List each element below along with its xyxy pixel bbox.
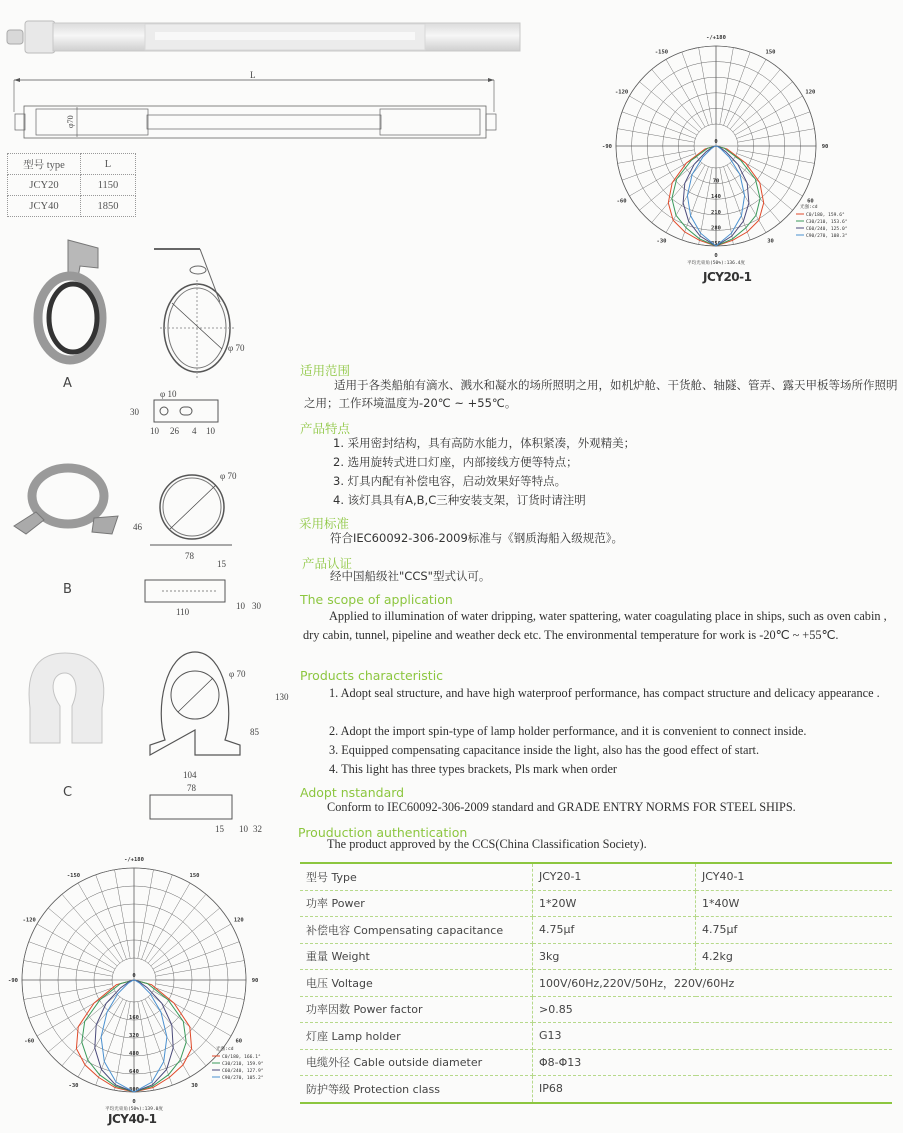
polar-title-jcy40: JCY40-1 [108, 1112, 157, 1126]
lamp-dimension-drawing [10, 70, 500, 140]
feature-cn-4: 4. 该灯具具有A,B,C三种安装支架，订货时请注明 [333, 493, 586, 507]
length-label: L [250, 70, 256, 80]
polar-spoke [138, 870, 154, 959]
bracket-c-drawing [145, 640, 290, 840]
polar-radial-label: 0 [714, 139, 718, 145]
bracket-a-dim-3: 4 [192, 426, 197, 436]
size-type: JCY40 [8, 196, 81, 217]
bracket-b-label: B [63, 582, 72, 597]
polar-angle-label: -/+180 [124, 857, 144, 863]
spec-label: 电压 Voltage [300, 970, 533, 997]
bracket-a-dim-4: 10 [206, 426, 215, 436]
polar-spoke [115, 870, 131, 959]
bracket-a-height-dim: 30 [130, 407, 139, 417]
polar-spoke [155, 988, 240, 1019]
polar-angle-label: -60 [24, 1038, 35, 1045]
bracket-c-w1-dim: 10 [239, 824, 248, 834]
bracket-c-height-dim: 130 [275, 692, 289, 702]
bracket-c-label: C [63, 785, 73, 800]
bracket-c-span-dim: 78 [187, 783, 196, 793]
table-row [300, 1049, 892, 1076]
polar-angle-label: 0 [132, 1099, 136, 1105]
size-table-header [8, 154, 136, 175]
feature-en-1: 1. Adopt seal structure, and have high waterproof performance, has compact structure and delicacy appearance . [329, 686, 880, 700]
polar-radial-label: 320 [129, 1033, 139, 1039]
spec-table [300, 862, 892, 1104]
size-length: 1150 [81, 175, 136, 196]
spec-value-jcy40: 4.2kg [696, 943, 893, 970]
bracket-b-w1-dim: 10 [236, 601, 245, 611]
polar-footer: 平均光束角(50%):136.4度 [687, 261, 745, 266]
polar-spoke [48, 908, 117, 966]
polar-angle-label: -90 [8, 978, 18, 984]
bracket-a-drawing [130, 240, 290, 440]
polar-radial-label: 0 [132, 973, 136, 979]
diameter-label: φ70 [66, 115, 75, 128]
spec-label: 型号 Type [300, 863, 533, 890]
polar-spoke [24, 984, 113, 1000]
polar-chart-jcy40 [2, 857, 292, 1112]
polar-spoke [682, 52, 709, 125]
polar-angle-label: -30 [68, 1082, 79, 1089]
polar-spoke [738, 150, 815, 164]
legend-label: C90/270, 108.3° [806, 234, 848, 239]
standard-en-body: Conform to IEC60092-306-2009 standard and GRADE ENTRY NORMS FOR STEEL SHIPS. [327, 800, 796, 814]
polar-spoke [29, 988, 114, 1019]
legend-label: C60/240, 127.9° [222, 1069, 264, 1074]
spec-label: 重量 Weight [300, 943, 533, 970]
feature-cn-2: 2. 选用旋转式进口灯座，内部接线方便等特点； [333, 455, 578, 469]
polar-spoke [618, 129, 695, 143]
polar-angle-label: 120 [233, 917, 244, 924]
polar-angle-label: -150 [654, 49, 669, 56]
polar-spoke [138, 1002, 154, 1091]
legend-unit-label: 光强:cd [800, 205, 818, 210]
legend-unit-label: 光强:cd [216, 1047, 234, 1052]
legend-label: C90/270, 105.2° [222, 1076, 264, 1081]
polar-angle-label: 60 [235, 1038, 243, 1045]
polar-radial-label: 280 [711, 225, 721, 232]
legend-label: C60/240, 125.0° [806, 227, 848, 232]
size-table [7, 153, 136, 217]
cert-en-body: The product approved by the CCS(China Classification Society). [327, 837, 647, 851]
polar-angle-label: -30 [656, 238, 667, 245]
scope-cn-body: 适用于各类船舶有滴水、溅水和凝水的场所照明之用，如机炉舱、干货舱、轴隧、管弄、露天甲板等场所作照明之用；工作环境温度为-20℃ ~ +55℃。 [304, 378, 898, 410]
polar-spoke [155, 942, 240, 973]
bracket-a-ring-dim: φ 70 [228, 343, 245, 353]
polar-angle-label: -120 [614, 89, 629, 96]
polar-spoke [24, 961, 113, 977]
polar-angle-label: 30 [191, 1082, 198, 1089]
scope-cn-heading: 适用范围 [300, 363, 351, 378]
spec-value: 100V/60Hz,220V/50Hz，220V/60Hz [533, 970, 893, 997]
legend-label: C30/210, 159.9° [222, 1062, 264, 1067]
bracket-a-dim-2: 26 [170, 426, 179, 436]
polar-spoke [622, 112, 695, 139]
polar-spoke [115, 1002, 131, 1091]
polar-spoke [96, 875, 127, 960]
bracket-a-dim-1: 10 [150, 426, 159, 436]
spec-label: 补偿电容 Compensating capacitance [300, 917, 533, 944]
spec-label: 功率因数 Power factor [300, 996, 533, 1023]
spec-value-jcy40: JCY40-1 [696, 863, 893, 890]
bracket-b-w2-dim: 30 [252, 601, 261, 611]
table-row [300, 996, 892, 1023]
spec-label: 灯座 Lamp holder [300, 1023, 533, 1050]
spec-value-jcy20: 1*20W [533, 890, 696, 917]
polar-spoke [737, 112, 810, 139]
feature-en-2: 2. Adopt the import spin-type of lamp holder performance, and it is convenient to connect inside. [329, 724, 807, 738]
spec-value: >0.85 [533, 996, 893, 1023]
bracket-b-drawing [130, 455, 290, 620]
size-header-type: 型号 type [8, 154, 81, 175]
bracket-c-slot-dim: 15 [215, 824, 224, 834]
scope-en-body: Applied to illumination of water dripping, water spattering, water coagulating place in ships, such as oven cabin , dry cabin, tunnel, pipeline and weather deck etc. The environmental temperature for work is -20℃ ~ +55℃. [303, 609, 887, 642]
bracket-b-width-dim: 78 [185, 551, 194, 561]
polar-radial-label: 160 [129, 1015, 139, 1021]
table-row [300, 1023, 892, 1050]
cert-en-heading: Prouduction authentication [298, 825, 468, 840]
spec-value: IP68 [539, 1082, 563, 1096]
size-header-length: L [81, 154, 136, 175]
features-en-heading: Products characteristic [300, 668, 444, 683]
polar-spoke [622, 154, 695, 181]
polar-angle-label: -60 [616, 198, 627, 205]
table-row [8, 175, 136, 196]
legend-label: C0/180, 166.1° [222, 1055, 261, 1060]
bracket-b-slot-dim: 15 [217, 559, 226, 569]
legend-label: C30/210, 153.6° [806, 220, 848, 225]
spec-value-jcy20: 4.75μf [533, 917, 696, 944]
standard-cn-body: 符合IEC60092-306-2009标准与《钢质海船入级规范》。 [330, 531, 624, 545]
polar-angle-label: 90 [251, 978, 259, 984]
polar-radial-label: 640 [129, 1069, 139, 1075]
polar-angle-label: -90 [602, 144, 612, 150]
bracket-b-length-dim: 110 [176, 607, 190, 617]
scope-en-heading: The scope of application [300, 592, 453, 607]
polar-spoke [720, 48, 734, 125]
polar-angle-label: -150 [66, 873, 81, 880]
polar-radial-label: 480 [129, 1051, 139, 1057]
polar-radial-label: 350 [711, 241, 721, 247]
spec-value-jcy20: JCY20-1 [533, 863, 696, 890]
polar-angle-label: 60 [807, 198, 814, 205]
polar-spoke [151, 908, 220, 966]
polar-spoke [737, 154, 810, 181]
polar-angle-label: -120 [22, 917, 36, 924]
bracket-b-height-dim: 46 [133, 522, 142, 532]
table-row [300, 890, 892, 917]
polar-angle-label: -/+180 [706, 35, 726, 41]
polar-title-jcy20: JCY20-1 [703, 270, 752, 284]
polar-spoke [142, 875, 173, 960]
spec-value: G13 [533, 1023, 893, 1050]
polar-chart-jcy20 [602, 8, 848, 266]
polar-spoke [699, 48, 713, 125]
bracket-c-width-dim: 104 [183, 770, 197, 780]
table-row [300, 917, 892, 944]
spec-value-jcy40: 1*40W [696, 890, 893, 917]
polar-spoke [156, 984, 245, 1000]
polar-radial-label: 70 [712, 178, 720, 185]
spec-label: 电缆外径 Cable outside diameter [300, 1049, 533, 1076]
polar-spoke [738, 129, 815, 143]
table-row [300, 970, 892, 997]
legend-label: C0/180, 159.6° [806, 213, 845, 218]
table-row [8, 196, 136, 217]
feature-en-4: 4. This light has three types brackets, Pls mark when order [329, 762, 618, 776]
features-cn-heading: 产品特点 [300, 421, 351, 436]
polar-angle-label: 150 [189, 873, 200, 880]
spec-value-jcy20: 3kg [533, 943, 696, 970]
feature-cn-3: 3. 灯具内配有补偿电容，启动效果好等特点。 [333, 474, 567, 488]
spec-value: Φ8-Φ13 [533, 1049, 893, 1076]
spec-value-jcy40: 4.75μf [696, 917, 893, 944]
standard-en-heading: Adopt nstandard [300, 785, 405, 800]
polar-spoke [62, 894, 120, 963]
polar-spoke [724, 52, 751, 125]
bracket-a-label: A [63, 376, 72, 391]
polar-spoke [618, 150, 695, 164]
cert-cn-heading: 产品认证 [302, 556, 353, 571]
polar-spoke [156, 961, 245, 977]
table-row [300, 863, 892, 890]
size-type: JCY20 [8, 175, 81, 196]
bracket-a-hole-dim: φ 10 [160, 389, 177, 399]
bracket-b-ring-dim: φ 70 [220, 471, 237, 481]
polar-spoke [148, 894, 206, 963]
feature-en-3: 3. Equipped compensating capacitance inside the light, also has the good effect of start. [329, 743, 760, 757]
polar-angle-label: 120 [805, 89, 816, 96]
bracket-c-photo [20, 648, 110, 748]
polar-angle-label: 0 [714, 253, 718, 259]
bracket-a-photo [28, 238, 108, 363]
polar-radial-label: 800 [129, 1087, 139, 1093]
spec-label: 功率 Power [300, 890, 533, 917]
polar-spoke [29, 942, 114, 973]
bracket-c-w2-dim: 32 [253, 824, 262, 834]
table-row [300, 1076, 892, 1103]
cert-cn-body: 经中国船级社"CCS"型式认可。 [330, 569, 491, 583]
polar-radial-label: 140 [711, 194, 721, 201]
standard-cn-heading: 采用标准 [299, 516, 350, 531]
polar-radial-label: 210 [711, 209, 721, 216]
polar-angle-label: 150 [765, 49, 776, 56]
lamp-photo [5, 18, 520, 58]
polar-angle-label: 90 [821, 144, 829, 150]
feature-cn-1: 1. 采用密封结构，具有高防水能力，体积紧凑，外观精美； [333, 436, 636, 450]
spec-label: 防护等级 Protection class [300, 1076, 533, 1103]
polar-angle-label: 30 [767, 238, 774, 245]
size-length: 1850 [81, 196, 136, 217]
polar-footer: 平均光束角(50%):139.0度 [105, 1107, 163, 1112]
table-row [300, 943, 892, 970]
bracket-c-ring-dim: φ 70 [229, 669, 246, 679]
bracket-b-photo [8, 458, 118, 533]
bracket-c-center-dim: 85 [250, 727, 259, 737]
